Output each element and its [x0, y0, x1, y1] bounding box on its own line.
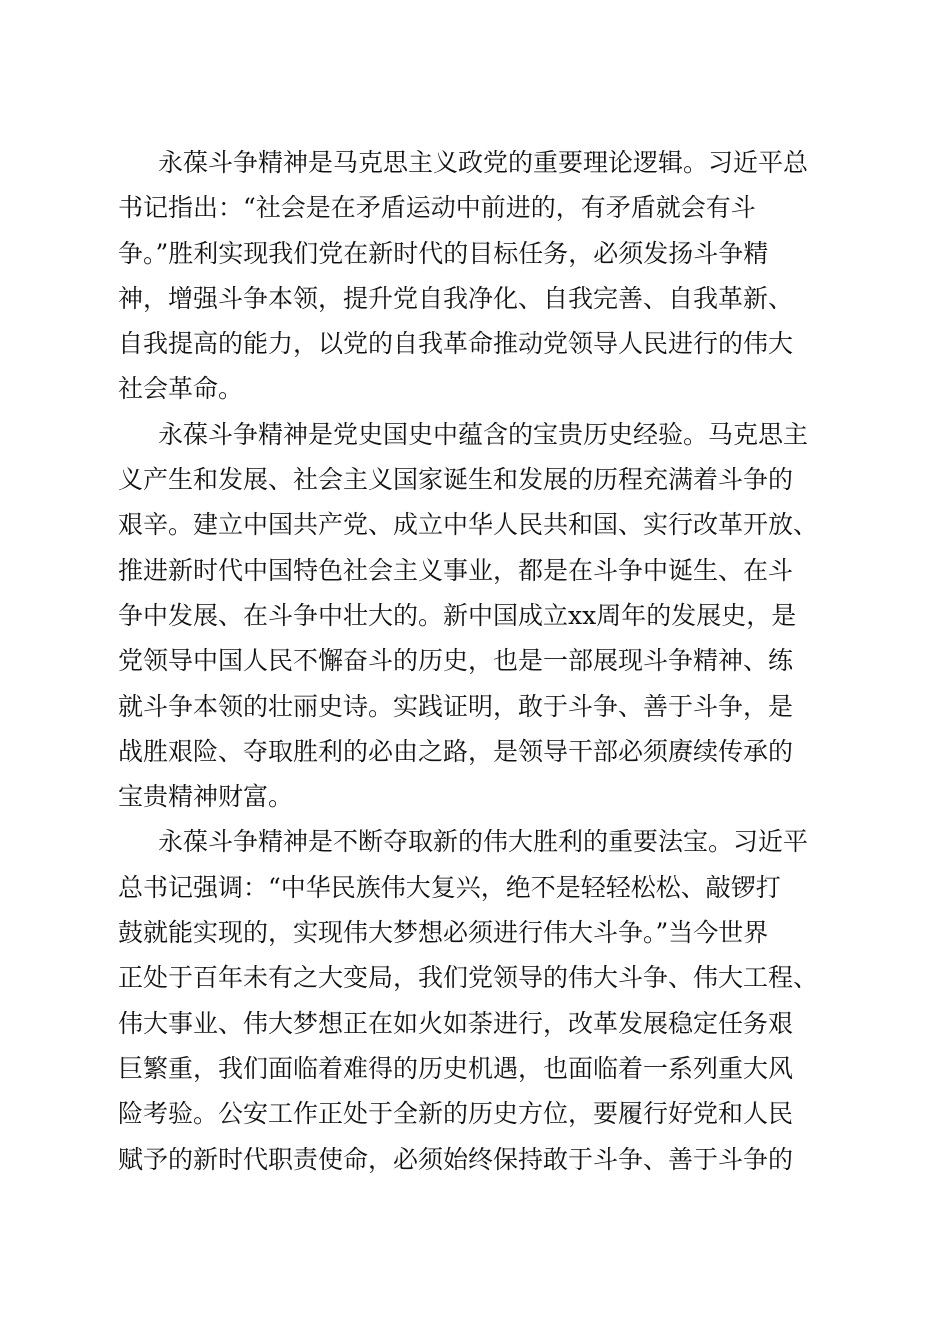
document-body [118, 140, 838, 1182]
text-line: 战胜艰险、夺取胜利的必由之路，是领导干部必须赓续传承的 [118, 736, 794, 766]
text-line: 神，增强斗争本领，提升党自我净化、自我完善、自我革新、 [118, 283, 794, 313]
paragraph-1 [118, 140, 838, 412]
text-line: 宝贵精神财富。 [118, 782, 294, 812]
text-line: 义产生和发展、社会主义国家诞生和发展的历程充满着斗争的 [118, 465, 794, 495]
paragraph-2 [118, 412, 838, 820]
text-line: 永葆斗争精神是不断夺取新的伟大胜利的重要法宝。习近平 [158, 827, 809, 857]
text-line: 总书记强调：“中华民族伟大复兴，绝不是轻轻松松、敲锣打 [118, 872, 781, 902]
text-line: 党领导中国人民不懈奋斗的历史，也是一部展现斗争精神、练 [118, 646, 794, 676]
text-line: 险考验。公安工作正处于全新的历史方位，要履行好党和人民 [118, 1099, 794, 1129]
text-line: 鼓就能实现的，实现伟大梦想必须进行伟大斗争。”当今世界 [118, 918, 769, 948]
text-line: 伟大事业、伟大梦想正在如火如荼进行，改革发展稳定任务艰 [118, 1008, 794, 1038]
text-line: 巨繁重，我们面临着难得的历史机遇，也面临着一系列重大风 [118, 1053, 794, 1083]
text-line: 社会革命。 [118, 374, 244, 404]
text-line: 正处于百年未有之大变局，我们党领导的伟大斗争、伟大工程、 [118, 963, 819, 993]
text-line: 争。”胜利实现我们党在新时代的目标任务，必须发扬斗争精 [118, 238, 769, 268]
paragraph-3 [118, 819, 838, 1181]
text-line: 就斗争本领的壮丽史诗。实践证明，敢于斗争、善于斗争，是 [118, 691, 794, 721]
text-line: 永葆斗争精神是党史国史中蕴含的宝贵历史经验。马克思主 [158, 419, 809, 449]
text-line: 书记指出：“社会是在矛盾运动中前进的，有矛盾就会有斗 [118, 193, 756, 223]
text-line: 赋予的新时代职责使命，必须始终保持敢于斗争、善于斗争的 [118, 1144, 794, 1174]
text-line: 争中发展、在斗争中壮大的。新中国成立xx周年的发展史，是 [118, 600, 797, 630]
text-line: 自我提高的能力，以党的自我革命推动党领导人民进行的伟大 [118, 329, 794, 359]
text-line: 推进新时代中国特色社会主义事业，都是在斗争中诞生、在斗 [118, 555, 794, 585]
text-line: 艰辛。建立中国共产党、成立中华人民共和国、实行改革开放、 [118, 510, 819, 540]
text-line: 永葆斗争精神是马克思主义政党的重要理论逻辑。习近平总 [158, 148, 809, 177]
